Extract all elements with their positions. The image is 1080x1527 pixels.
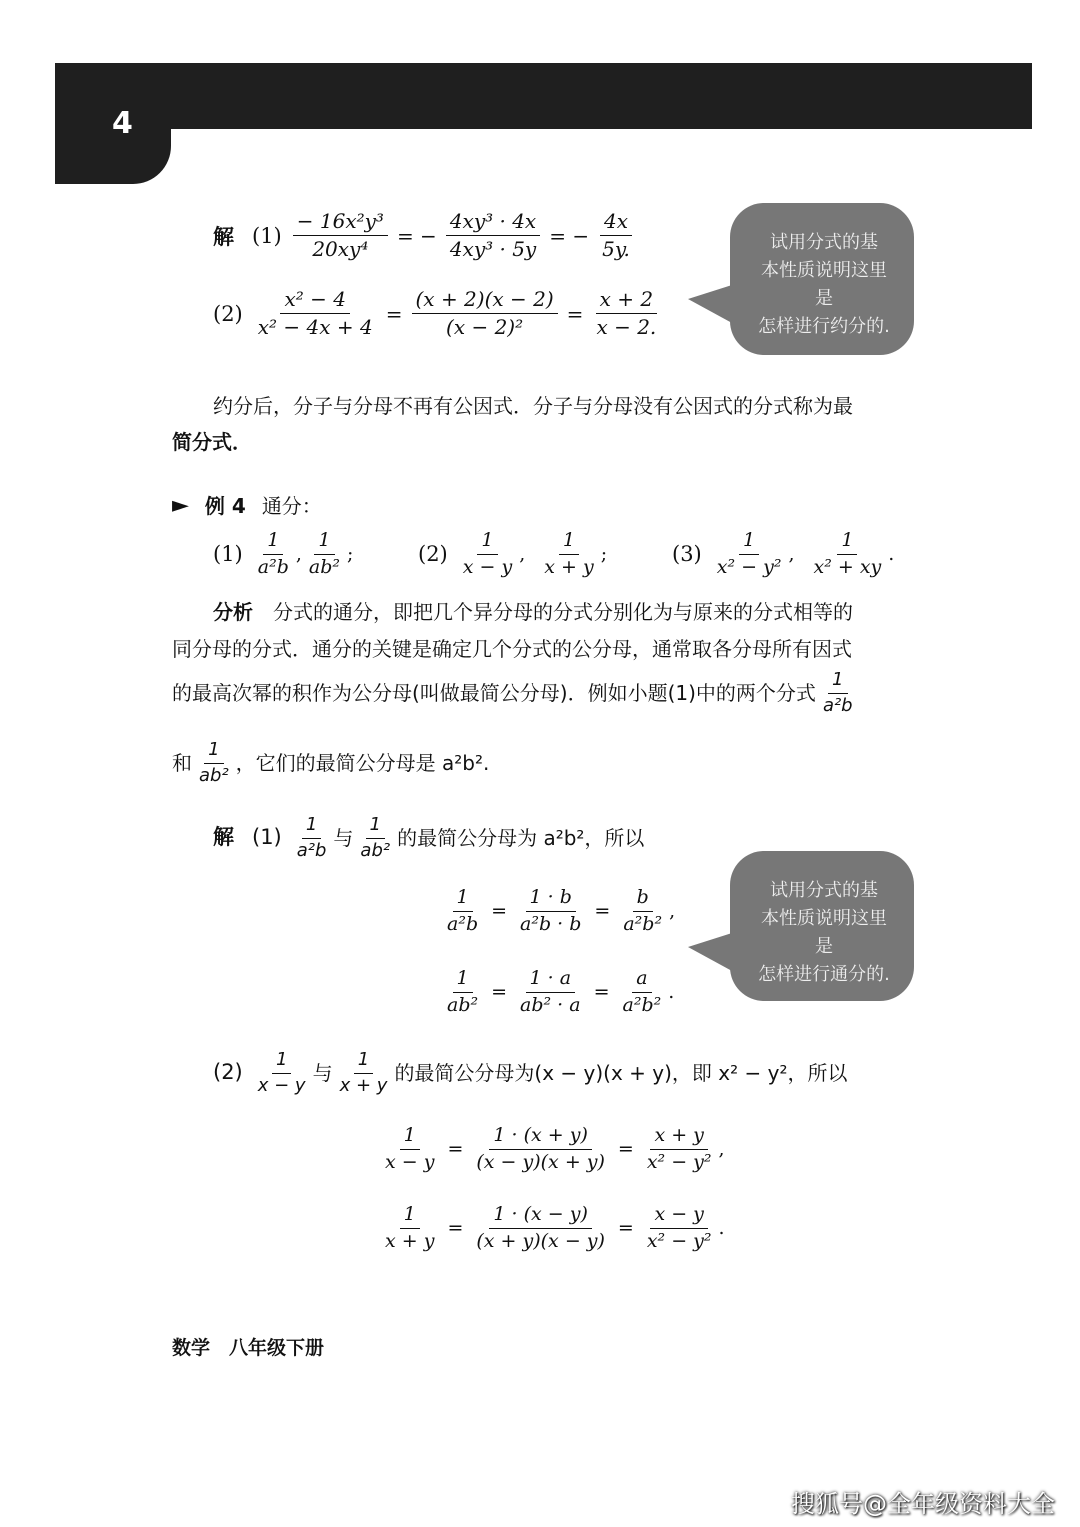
solution-1-part-2 xyxy=(213,288,663,339)
analysis-text: ，它们的最简公分母是 a²b². xyxy=(235,751,490,776)
fraction: $\frac{1}{x + y}$ xyxy=(339,1049,388,1096)
solution-2-part-1 xyxy=(213,815,644,861)
fraction: $\frac{1}{\text{x² + xy}}$ xyxy=(813,529,882,578)
analysis-label: 分析 xyxy=(213,600,253,624)
solution-text: 的最简公分母为 a²b²，所以 xyxy=(397,826,645,851)
fraction: $\frac{\text{− 16x²y³}}{\text{20xy⁴}}$ xyxy=(293,210,388,261)
item-index: (2) xyxy=(418,542,448,567)
solution-label: 解 xyxy=(213,826,234,850)
solution-1-part-1 xyxy=(213,210,637,261)
connector-text: 与 xyxy=(312,1061,333,1086)
solution-label: 解 xyxy=(213,225,234,249)
operator: = xyxy=(566,301,584,326)
operator: = xyxy=(617,1217,634,1240)
operator: = xyxy=(491,981,508,1004)
fraction: $\frac{b}{\text{a²b²}}$ xyxy=(623,886,663,935)
separator: ; xyxy=(347,543,354,566)
analysis-line-4 xyxy=(172,740,489,786)
item-index: (1) xyxy=(252,223,282,248)
paragraph-line: 简分式． xyxy=(172,430,252,454)
fraction: $\frac{1}{x - y}$ xyxy=(257,1049,306,1096)
fraction: $\frac{x + y}{\text{x² − y²}}$ xyxy=(646,1124,712,1173)
connector-text: 与 xyxy=(333,826,354,851)
item-index: (1) xyxy=(252,825,282,850)
bubble-line: 本性质说明这里是 xyxy=(761,259,887,309)
operator: = xyxy=(447,1138,464,1161)
fraction: $\frac{(x + 2)(x - 2)}{\text{(x − 2)²}}$ xyxy=(412,288,558,339)
example-heading xyxy=(172,488,322,523)
separator: . xyxy=(718,1217,725,1240)
page-number: 4 xyxy=(112,106,133,141)
item-index: (3) xyxy=(672,542,702,567)
speech-bubble-reduce xyxy=(730,203,914,355)
example-item-1 xyxy=(213,530,353,579)
fraction: $\frac{a}{\text{a²b²}}$ xyxy=(622,967,662,1016)
operator: = xyxy=(491,900,508,923)
separator: , xyxy=(718,1138,725,1161)
bubble-line: 怎样进行通分的. xyxy=(758,963,890,985)
separator: . xyxy=(668,981,675,1004)
separator: , xyxy=(788,543,795,566)
bubble-line: 怎样进行约分的. xyxy=(758,315,890,337)
header-bar xyxy=(55,63,1032,129)
fraction: $\frac{1}{\text{ab²}}$ xyxy=(199,739,229,786)
solution-2-part-2 xyxy=(213,1050,847,1096)
example-item-3 xyxy=(672,530,894,579)
fraction: $\frac{1}{\text{a²b}}$ xyxy=(822,669,853,716)
analysis-line-1 xyxy=(213,596,853,628)
example-label: 例 4 xyxy=(204,493,246,518)
equation xyxy=(440,887,675,936)
fraction: $\frac{1}{\text{ab²}}$ xyxy=(308,529,341,578)
fraction: $\frac{1}{\text{ab²}}$ xyxy=(447,967,479,1016)
fraction: $\frac{1}{x - y}$ xyxy=(462,529,513,578)
fraction: $\frac{1}{\text{a²b}}$ xyxy=(447,886,479,935)
triangle-marker-icon: ► xyxy=(172,493,189,518)
equation xyxy=(378,1204,725,1253)
speech-bubble-common-denominator xyxy=(730,851,914,1001)
fraction: $\frac{1}{x + y}$ xyxy=(544,529,594,578)
fraction: $\frac{1}{x + y}$ xyxy=(385,1203,435,1252)
solution-text: 的最简公分母为(x − y)(x + y)，即 x² − y²，所以 xyxy=(394,1061,848,1086)
analysis-text: 和 xyxy=(172,751,192,776)
fraction: $\frac{4x}{5y.}$ xyxy=(598,210,634,261)
separator: , xyxy=(519,543,526,566)
fraction: $\frac{1 \cdot a}{\text{ab² · a}}$ xyxy=(520,967,581,1016)
fraction: $\frac{1}{x - y}$ xyxy=(385,1124,435,1173)
analysis-text: 的最高次幂的积作为公分母(叫做最简公分母)．例如小题(1)中的两个分式 xyxy=(172,681,816,706)
paragraph-line: 约分后，分子与分母不再有公因式．分子与分母没有公因式的分式称为最 xyxy=(213,394,853,418)
analysis-line-2: 同分母的分式．通分的关键是确定几个分式的公分母，通常取各分母所有因式 xyxy=(172,637,852,661)
fraction: $\frac{1}{\text{a²b}}$ xyxy=(296,814,327,861)
fraction: $\frac{1 \cdot b}{\text{a²b · b}}$ xyxy=(520,886,582,935)
fraction: $\frac{x + 2}{x - 2.}$ xyxy=(596,287,657,339)
analysis-line-3 xyxy=(172,670,860,716)
watermark: 搜狐号@全年级资料大全 xyxy=(791,1490,1055,1518)
example-item-2 xyxy=(418,530,607,579)
example-title: 通分： xyxy=(261,493,322,518)
bubble-line: 试用分式的基 xyxy=(770,232,878,253)
equation xyxy=(378,1125,725,1174)
operator: = xyxy=(593,981,610,1004)
item-index: (2) xyxy=(213,301,243,326)
fraction: $\frac{x - y}{\text{x² − y²}}$ xyxy=(646,1203,712,1252)
operator: = xyxy=(617,1138,634,1161)
fraction: $\frac{1}{\text{ab²}}$ xyxy=(360,814,391,861)
fraction: $\frac{1}{\text{a²b}}$ xyxy=(257,529,289,578)
operator: = − xyxy=(549,223,590,248)
bubble-line: 本性质说明这里是 xyxy=(761,907,887,957)
operator: = xyxy=(385,301,403,326)
fraction: $\frac{1}{\text{x² − y²}}$ xyxy=(716,529,782,578)
item-index: (1) xyxy=(213,542,243,567)
footer-book-title: 数学 八年级下册 xyxy=(172,1337,325,1359)
operator: = xyxy=(594,900,611,923)
analysis-text: 分式的通分，即把几个异分母的分式分别化为与原来的分式相等的 xyxy=(273,600,853,624)
operator: = xyxy=(447,1217,464,1240)
fraction: $\frac{1 \cdot (x + y)}{(x - y)(x + y)}$ xyxy=(476,1124,605,1173)
separator: , xyxy=(669,900,676,923)
fraction: $\frac{\text{x² − 4}}{\text{x² − 4x + 4}}$ xyxy=(257,287,373,339)
separator: . xyxy=(888,543,895,566)
fraction: $\frac{1 \cdot (x - y)}{(x + y)(x - y)}$ xyxy=(476,1203,605,1252)
operator: = − xyxy=(396,223,437,248)
separator: ; xyxy=(600,543,608,566)
fraction: $\frac{\text{4xy³ · 4x}}{\text{4xy³ · 5y}}$ xyxy=(446,210,540,261)
item-index: (2) xyxy=(213,1060,243,1085)
equation xyxy=(440,968,674,1017)
separator: , xyxy=(295,543,302,566)
bubble-line: 试用分式的基 xyxy=(770,880,878,901)
